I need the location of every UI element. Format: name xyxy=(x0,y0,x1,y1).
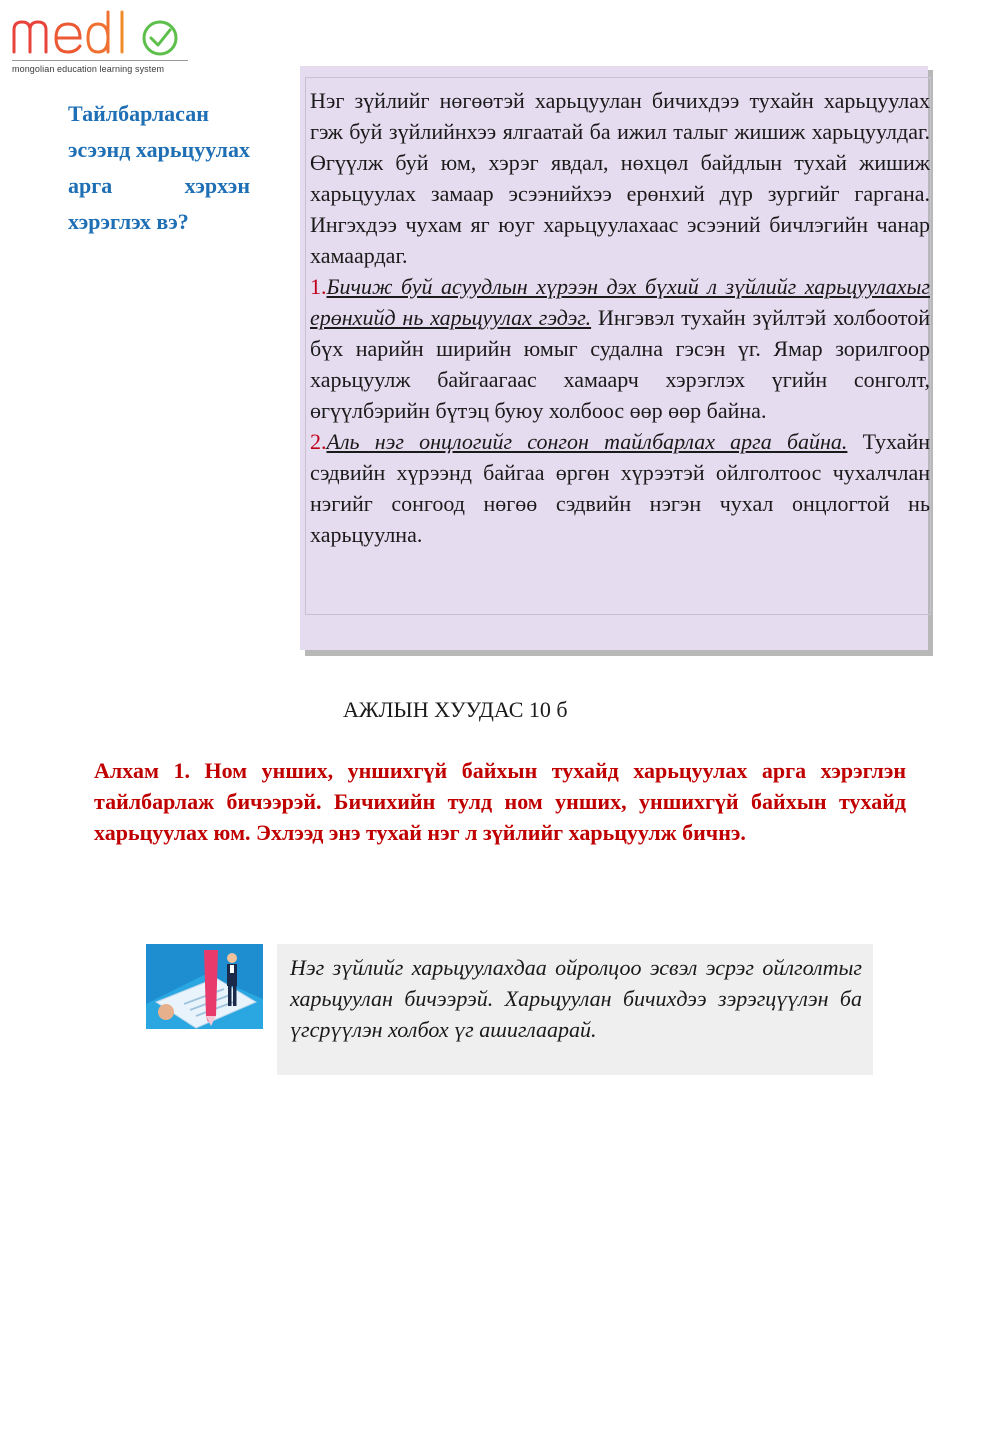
task-text: Нэг зүйлийг харьцуулахдаа ойролцоо эсвэл эсрэг ойлголтыг харьцуулан бичээрэй. Харьцуулан бичихдээ зэрэгцүүлэн ба үгсрүүлэн холбох үг ашиглаарай. xyxy=(290,955,862,1042)
worksheet-title: АЖЛЫН ХУУДАС 10 б xyxy=(343,697,568,722)
step-instruction: Алхам 1. Ном унших, уншихгүй байхын тухайд харьцуулах арга хэрэглэн тайлбарлаж бичээрэй. Бичихийн тулд ном унших, уншихгүй байхын тухайд харьцуулах юм. Эхлээд энэ тухай нэг л зүйлийг харьцуулж бичнэ. xyxy=(94,758,906,845)
side-question: Тайлбарласан эсээнд харьцуулах арга хэрхэн хэрэглэх вэ? xyxy=(68,101,250,234)
medle-logo-mark xyxy=(10,8,190,60)
point-1-title: Бичиж буй асуудлын хүрээн дэх бүхий л зүйлийг харьцуулахыг ерөнхийд нь харьцуулах гэдэг. xyxy=(310,274,930,330)
point-1-number: 1. xyxy=(310,274,327,299)
point-2-body: Тухайн сэдвийн хүрээнд байгаа өргөн хүрээтэй ойлголтоос чухалчлан нэгийг сонгоод нөгөө сэдвийн нэгэн чухал онцлогтой нь харьцуулна. xyxy=(310,429,930,547)
info-point-1 xyxy=(310,271,930,426)
info-intro: Нэг зүйлийг нөгөөтэй харьцуулан бичихдээ тухайн харьцуулах гэж буй зүйлийнхээ ялгаатай ба ижил талыг жишиж харьцуулдаг. Өгүүлж буй юм, хэрэг явдал, нөхцөл байдлын тухай жишиж харьцуулах замаар эсээнийхээ ерөнхий дүр зургийг гаргана. Ингэхдээ чухам яг юуг харьцуулахаас эсээний бичлэгийн чанар хамаардаг. xyxy=(310,88,930,268)
point-2-number: 2. xyxy=(310,429,327,454)
info-text xyxy=(310,85,930,550)
point-2-title: Аль нэг онцлогийг сонгон тайлбарлах арга байна. xyxy=(326,429,848,454)
point-1-body: Ингэвэл тухайн зүйлтэй холбоотой бүх нарийн ширийн юмыг судална гэсэн үг. Ямар зорилгоор харьцуулж байгаагаас хамаарч хэрэглэх үгийн сонголт, өгүүлбэрийн бүтэц буюу холбоос өөр өөр байна. xyxy=(310,305,930,423)
logo-tagline: mongolian education learning system xyxy=(12,64,165,74)
info-point-2 xyxy=(310,426,930,550)
medle-logo xyxy=(10,8,190,78)
writing-person-icon xyxy=(146,944,263,1029)
